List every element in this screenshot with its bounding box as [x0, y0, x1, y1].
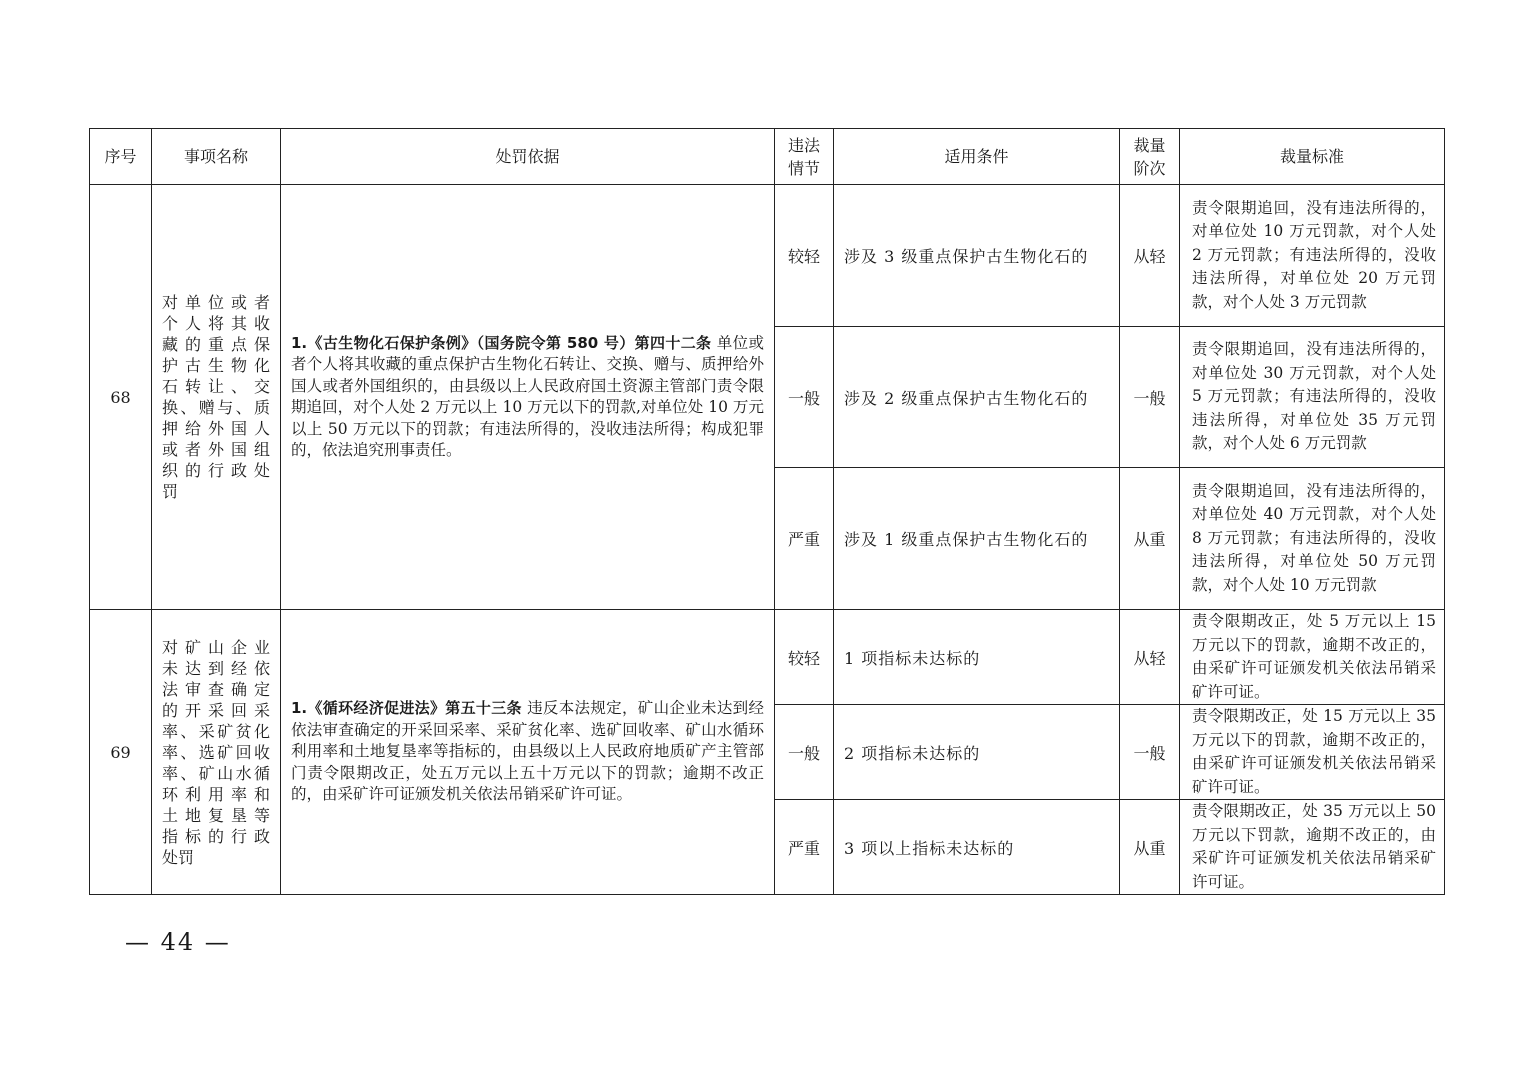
name-line: 对单位或者 — [162, 293, 270, 312]
name-line: 织的行政处 — [162, 461, 270, 480]
header-circumstance-line2: 情节 — [787, 158, 820, 178]
circumstance-cell: 一般 — [775, 327, 834, 468]
standard-cell: 责令限期改正，处 15 万元以上 35 万元以下的罚款，逾期不改正的，由采矿许可证颁发机关依法吊销采矿许可证。 — [1180, 705, 1445, 800]
header-circumstance-line1: 违法 — [787, 135, 820, 155]
name-line: 换、赠与、质 — [162, 398, 270, 417]
row-basis — [281, 610, 775, 895]
header-basis: 处罚依据 — [281, 129, 775, 185]
row-name — [152, 610, 281, 895]
name-line: 率、采矿贫化 — [162, 721, 270, 741]
law-article-title: 1.《循环经济促进法》第五十三条 — [291, 699, 522, 718]
circumstance-cell: 较轻 — [775, 610, 834, 705]
name-line: 率、选矿回收 — [162, 742, 270, 762]
condition-cell: 2 项指标未达标的 — [834, 705, 1120, 800]
name-line: 对矿山企业 — [162, 637, 270, 657]
row-basis — [281, 185, 775, 610]
header-condition: 适用条件 — [834, 129, 1120, 185]
page-number: — 44 — — [125, 928, 231, 956]
name-line: 未达到经依 — [162, 658, 270, 678]
law-article-text: 单位或者个人将其收藏的重点保护古生物化石转让、交换、赠与、质押给外国人或者外国组织的，由县级以上人民政府国土资源主管部门责令限期追回，对个人处 2 万元以上 10 万元以下的罚款,对单位处 10 万元以上 50 万元以下的罚款；有违法所得的，没收违法所得；构成犯罪的，依法追究刑事责任。 — [291, 333, 764, 459]
name-line: 或者外国组 — [162, 440, 270, 459]
row-seq: 68 — [90, 185, 152, 610]
standard-cell: 责令限期追回，没有违法所得的，对单位处 30 万元罚款，对个人处 5 万元罚款；有违法所得的，没收违法所得，对单位处 35 万元罚款，对个人处 6 万元罚款 — [1180, 327, 1445, 468]
name-line: 藏的重点保 — [162, 335, 270, 354]
table-row — [90, 610, 1445, 705]
condition-cell: 3 项以上指标未达标的 — [834, 800, 1120, 895]
header-level-line2: 阶次 — [1133, 158, 1166, 178]
condition-cell: 涉及 1 级重点保护古生物化石的 — [834, 468, 1120, 610]
name-line: 法审查确定 — [162, 679, 270, 699]
standard-cell: 责令限期改正，处 35 万元以上 50 万元以下罚款，逾期不改正的，由采矿许可证颁发机关依法吊销采矿许可证。 — [1180, 800, 1445, 895]
name-line: 处罚 — [162, 847, 195, 867]
level-cell: 一般 — [1120, 705, 1180, 800]
condition-cell: 涉及 3 级重点保护古生物化石的 — [834, 185, 1120, 327]
header-circumstance — [775, 129, 834, 185]
law-article-text: 违反本法规定，矿山企业未达到经依法审查确定的开采回采率、采矿贫化率、选矿回收率、矿山水循环利用率和土地复垦率等指标的，由县级以上人民政府地质矿产主管部门责令限期改正，处五万元以上五十万元以下的罚款；逾期不改正的，由采矿许可证颁发机关依法吊销采矿许可证。 — [291, 699, 764, 804]
level-cell: 从重 — [1120, 800, 1180, 895]
header-level — [1120, 129, 1180, 185]
header-seq: 序号 — [90, 129, 152, 185]
condition-cell: 1 项指标未达标的 — [834, 610, 1120, 705]
level-cell: 从轻 — [1120, 610, 1180, 705]
standard-cell: 责令限期追回，没有违法所得的，对单位处 40 万元罚款，对个人处 8 万元罚款；有违法所得的，没收违法所得，对单位处 50 万元罚款，对个人处 10 万元罚款 — [1180, 468, 1445, 610]
name-line: 率、矿山水循 — [162, 763, 270, 783]
condition-cell: 涉及 2 级重点保护古生物化石的 — [834, 327, 1120, 468]
name-line: 个人将其收 — [162, 314, 270, 333]
header-level-line1: 裁量 — [1133, 135, 1166, 155]
row-seq: 69 — [90, 610, 152, 895]
name-line: 环利用率和 — [162, 784, 270, 804]
level-cell: 从重 — [1120, 468, 1180, 610]
circumstance-cell: 一般 — [775, 705, 834, 800]
circumstance-cell: 较轻 — [775, 185, 834, 327]
name-line: 石转让、交 — [162, 377, 270, 396]
name-line: 护古生物化 — [162, 356, 270, 375]
circumstance-cell: 严重 — [775, 468, 834, 610]
header-name: 事项名称 — [152, 129, 281, 185]
penalty-discretion-table — [89, 128, 1445, 895]
name-line: 的开采回采 — [162, 700, 270, 720]
standard-cell: 责令限期追回，没有违法所得的，对单位处 10 万元罚款，对个人处 2 万元罚款；有违法所得的，没收违法所得，对单位处 20 万元罚款，对个人处 3 万元罚款 — [1180, 185, 1445, 327]
table-header-row — [90, 129, 1445, 185]
name-line: 指标的行政 — [162, 826, 270, 846]
name-line: 押给外国人 — [162, 419, 270, 438]
table-row — [90, 185, 1445, 327]
header-standard: 裁量标准 — [1180, 129, 1445, 185]
law-article-title: 1.《古生物化石保护条例》（国务院令第 580 号）第四十二条 — [291, 333, 712, 352]
level-cell: 一般 — [1120, 327, 1180, 468]
level-cell: 从轻 — [1120, 185, 1180, 327]
name-line: 罚 — [162, 482, 179, 501]
row-name — [152, 185, 281, 610]
circumstance-cell: 严重 — [775, 800, 834, 895]
standard-cell: 责令限期改正，处 5 万元以上 15 万元以下的罚款，逾期不改正的，由采矿许可证颁发机关依法吊销采矿许可证。 — [1180, 610, 1445, 705]
name-line: 土地复垦等 — [162, 805, 270, 825]
